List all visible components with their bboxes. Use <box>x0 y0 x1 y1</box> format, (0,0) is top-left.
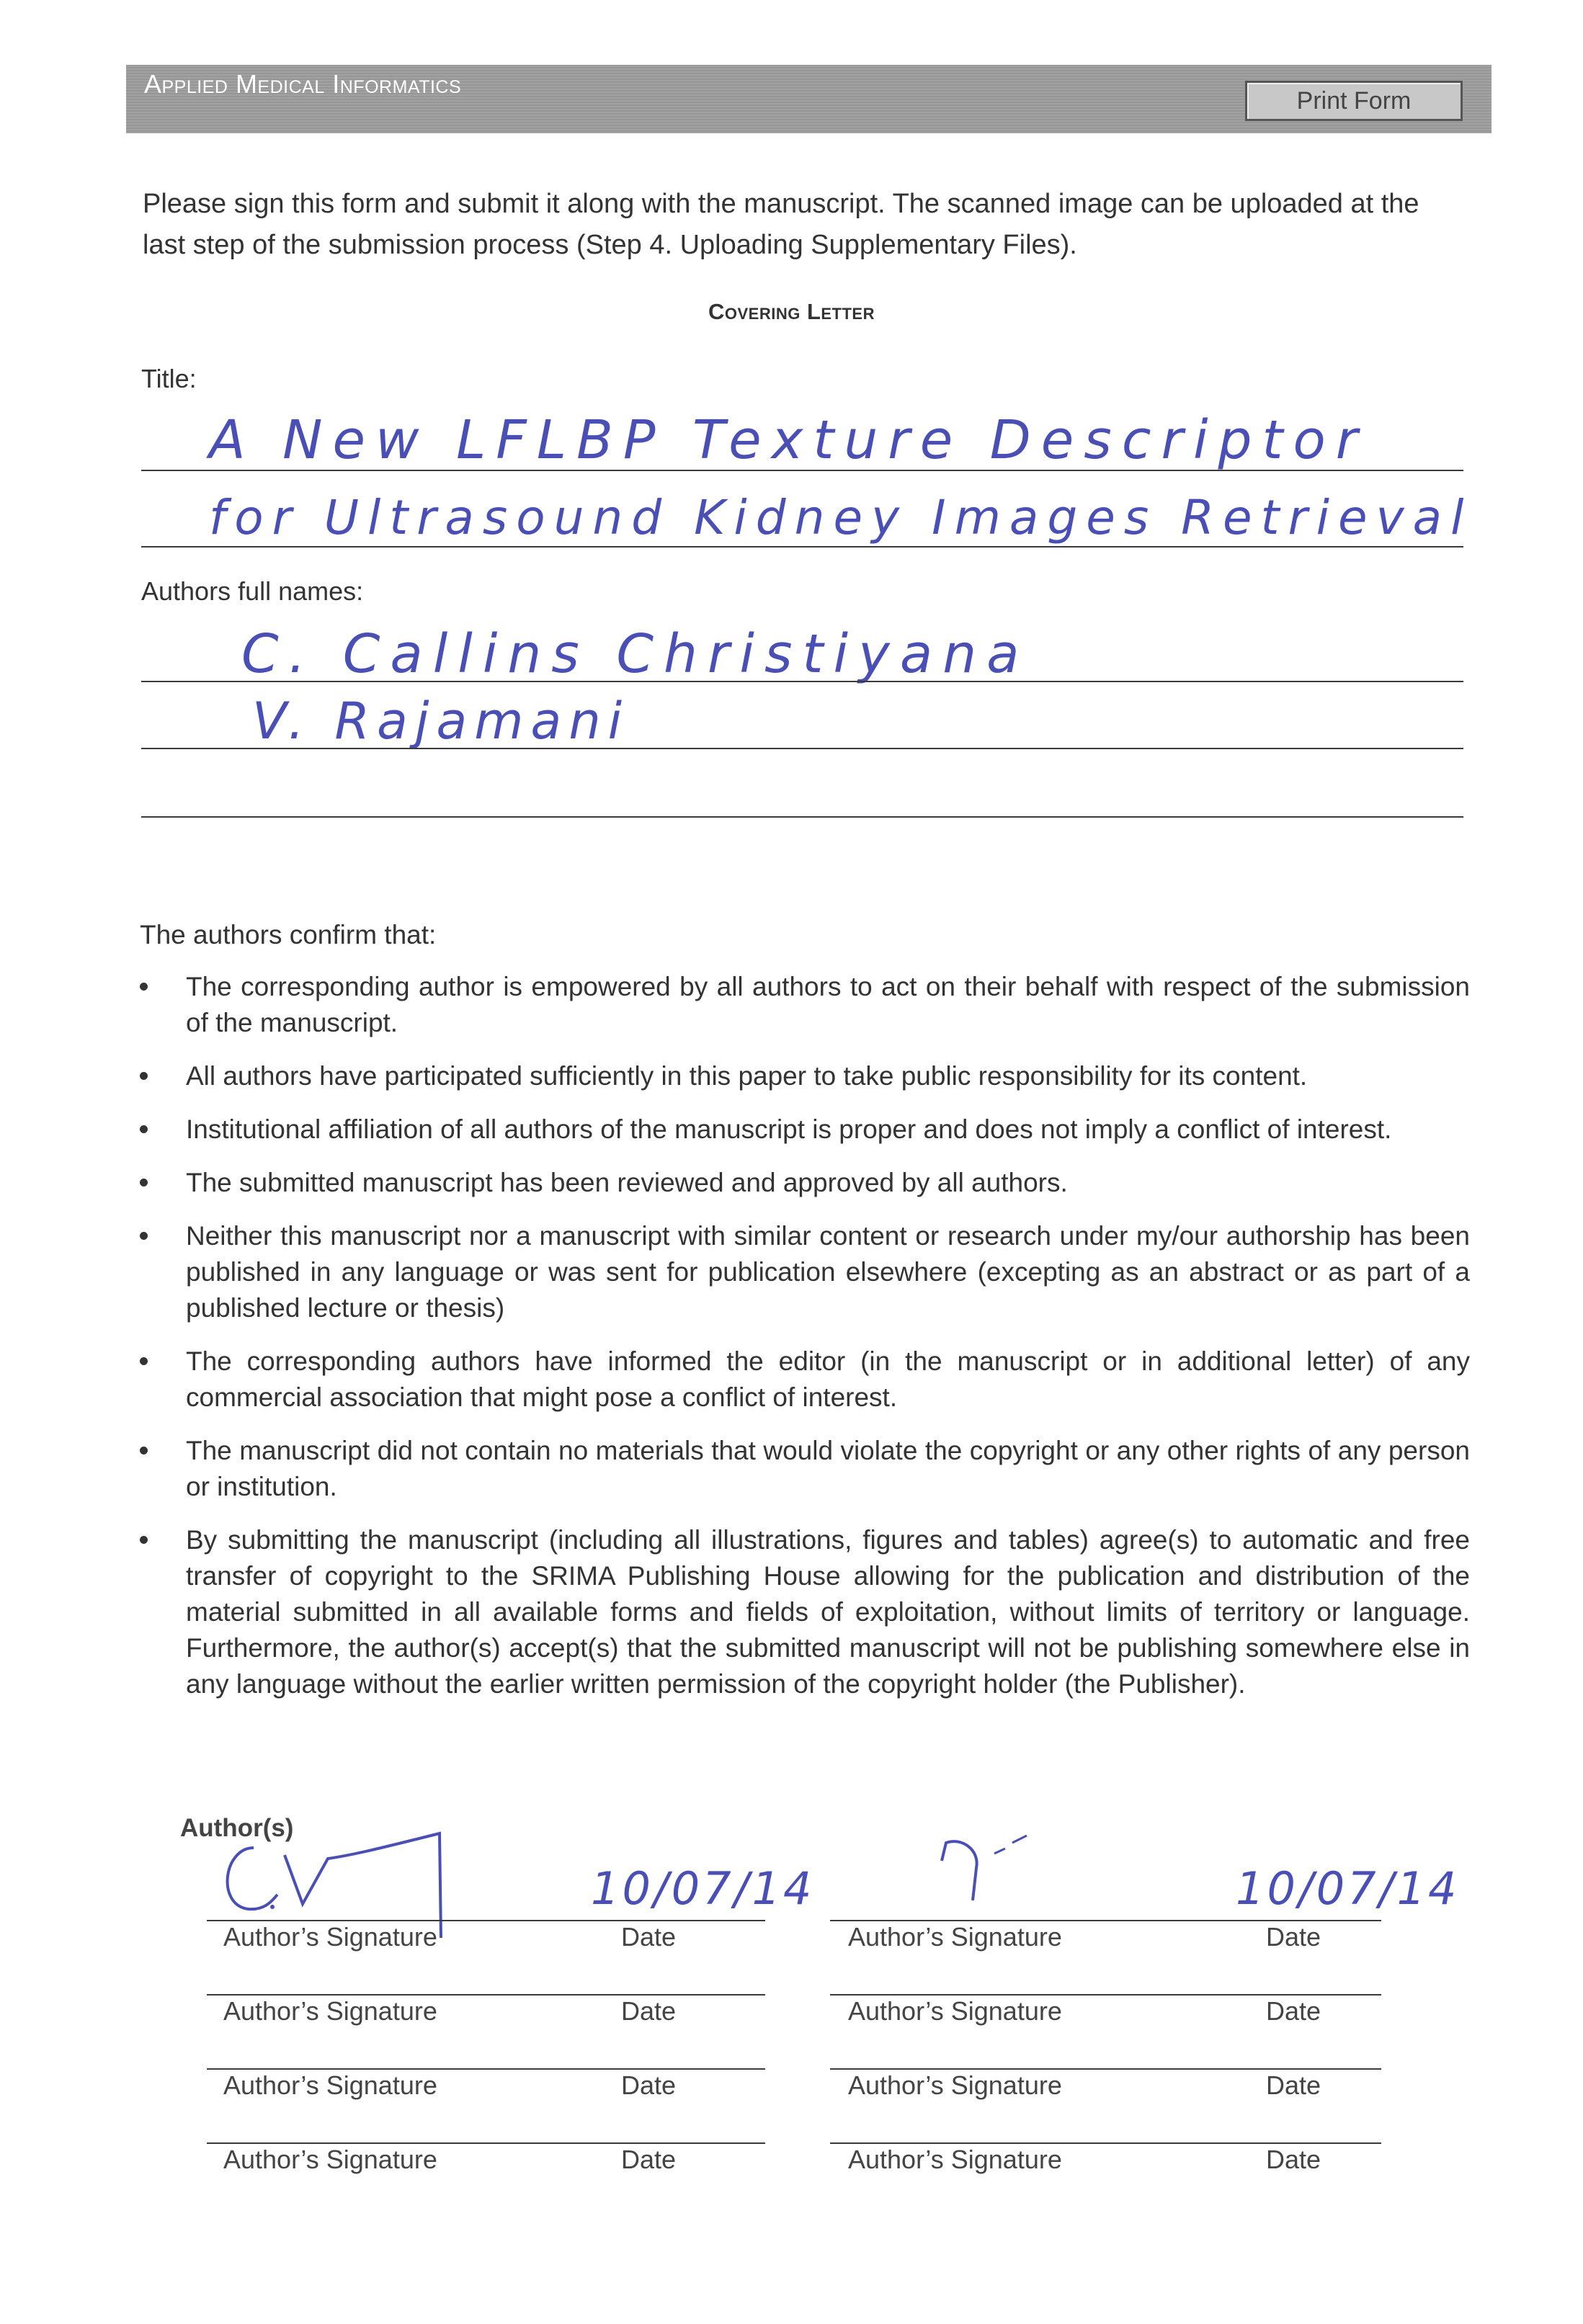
date-label: Date <box>621 2070 677 2100</box>
sig-rule-l1 <box>207 1920 765 1921</box>
confirm-list <box>137 969 1470 1720</box>
bullet-icon <box>140 1357 148 1365</box>
authors-label: Authors full names: <box>141 576 364 606</box>
bullet-icon <box>140 1179 148 1186</box>
title-rule-1 <box>141 470 1463 471</box>
list-item: The submitted manuscript has been reviewed and approved by all authors. <box>137 1165 1470 1201</box>
bullet-icon <box>140 983 148 991</box>
date-label: Date <box>1266 2145 1321 2174</box>
signature-label: Author’s Signature <box>223 1922 437 1952</box>
handwritten-author-2: V. Rajamani <box>252 692 630 751</box>
author-1-date-handwritten: 10/07/14 <box>591 1862 815 1915</box>
bullet-icon <box>140 1447 148 1454</box>
bullet-icon <box>140 1125 148 1133</box>
authors-rule-2 <box>141 748 1463 749</box>
list-item: By submitting the manuscript (including all illustrations, figures and tables) agree(s) to automatic and free transfer of copyright to the SRIMA Publishing House allowing for the publication and distribution of the material submitted in all available forms and fields of exploitation, without limits of territory or language. Furthermore, the author(s) accept(s) that the submitted manuscript will not be publishing somewhere else in any language without the earlier written permission of the copyright holder (the Publisher). <box>137 1522 1470 1702</box>
signature-label: Author’s Signature <box>223 1996 437 2026</box>
list-item: The corresponding authors have informed the editor (in the manuscript or in additional letter) of any commercial association that might pose a conflict of interest. <box>137 1344 1470 1416</box>
journal-title: Applied Medical Informatics <box>144 69 462 99</box>
sig-rule-l4 <box>207 2142 765 2144</box>
date-label: Date <box>621 1996 677 2026</box>
bullet-icon <box>140 1072 148 1080</box>
print-form-button[interactable]: Print Form <box>1245 81 1463 121</box>
authors-rule-3 <box>141 816 1463 818</box>
list-item: All authors have participated sufficiently in this paper to take public responsibility for its content. <box>137 1058 1470 1094</box>
title-label: Title: <box>141 364 197 393</box>
sig-rule-r2 <box>830 1994 1381 1995</box>
list-item: The corresponding author is empowered by all authors to act on their behalf with respect of the submission of the manuscript. <box>137 969 1470 1041</box>
sig-rule-r4 <box>830 2142 1381 2144</box>
handwritten-title-line-2: for Ultrasound Kidney Images Retrieval <box>209 490 1473 545</box>
signature-label: Author’s Signature <box>848 2145 1062 2174</box>
list-item: Institutional affiliation of all authors of the manuscript is proper and does not imply a conflict of interest. <box>137 1112 1470 1148</box>
author-2-signature-mark <box>933 1828 1048 1915</box>
bullet-icon <box>140 1536 148 1544</box>
date-label: Date <box>621 1922 677 1952</box>
section-heading: Covering Letter <box>708 299 875 324</box>
signature-label: Author’s Signature <box>848 2070 1062 2100</box>
signature-label: Author’s Signature <box>848 1922 1062 1952</box>
signature-label: Author’s Signature <box>223 2070 437 2100</box>
sig-rule-l3 <box>207 2068 765 2070</box>
date-label: Date <box>621 2145 677 2174</box>
handwritten-author-1: C. Callins Christiyana <box>241 623 1030 685</box>
authors-rule-1 <box>141 681 1463 682</box>
date-label: Date <box>1266 1996 1321 2026</box>
confirm-intro: The authors confirm that: <box>140 920 437 949</box>
sig-rule-r3 <box>830 2068 1381 2070</box>
author-2-date-handwritten: 10/07/14 <box>1236 1862 1460 1915</box>
date-label: Date <box>1266 1922 1321 1952</box>
bullet-icon <box>140 1232 148 1240</box>
handwritten-title-line-1: A New LFLBP Texture Descriptor <box>209 409 1368 471</box>
sig-rule-r1 <box>830 1920 1381 1921</box>
list-item: Neither this manuscript nor a manuscript with similar content or research under my/our authorship has been published in any language or was sent for publication elsewhere (excepting as an abstract or as part of a published lecture or thesis) <box>137 1218 1470 1326</box>
list-item: The manuscript did not contain no materials that would violate the copyright or any other rights of any person or institution. <box>137 1433 1470 1505</box>
signatures-heading: Author(s) <box>180 1814 294 1842</box>
sig-rule-l2 <box>207 1994 765 1995</box>
signature-label: Author’s Signature <box>848 1996 1062 2026</box>
signature-label: Author’s Signature <box>223 2145 437 2174</box>
title-rule-2 <box>141 546 1463 548</box>
intro-text: Please sign this form and submit it along with the manuscript. The scanned image can be uploaded at the last step of the submission process (Step 4. Uploading Supplementary Files). <box>143 189 1419 260</box>
date-label: Date <box>1266 2070 1321 2100</box>
